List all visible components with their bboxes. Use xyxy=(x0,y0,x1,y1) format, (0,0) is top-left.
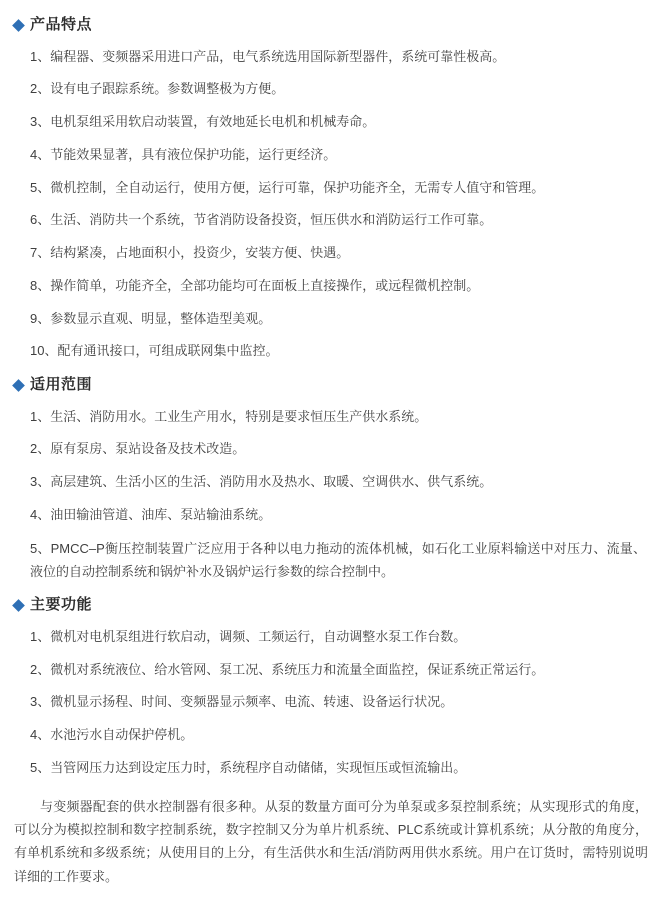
section-title: 适用范围 xyxy=(30,376,93,393)
list-item: 2、设有电子跟踪系统。参数调整极为方便。 xyxy=(30,81,285,97)
scope-list xyxy=(12,401,648,589)
list-item: 5、微机控制，全自动运行，使用方便，运行可靠，保护功能齐全，无需专人值守和管理。 xyxy=(30,179,545,195)
section-title: 产品特点 xyxy=(30,16,93,33)
list-item: 1、生活、消防用水。工业生产用水，特别是要求恒压生产供水系统。 xyxy=(30,408,428,424)
feature-list xyxy=(12,41,648,369)
list-item: 1、微机对电机泵组进行软启动，调频、工频运行，自动调整水泵工作台数。 xyxy=(30,628,467,644)
list-item: 4、油田输油管道、油库、泵站输油系统。 xyxy=(30,506,272,522)
function-list xyxy=(12,621,648,785)
list-item: 3、微机显示扬程、时间、变频器显示频率、电流、转速、设备运行状况。 xyxy=(30,694,454,710)
list-item: 2、微机对系统液位、给水管网、泵工况、系统压力和流量全面监控，保证系统正常运行。 xyxy=(30,661,545,677)
list-item: 3、高层建筑、生活小区的生活、消防用水及热水、取暖、空调供水、供气系统。 xyxy=(30,474,493,489)
section-application-scope xyxy=(12,374,648,588)
list-item: 4、水池污水自动保护停机。 xyxy=(30,727,194,743)
section-heading xyxy=(14,594,648,617)
spacer xyxy=(12,785,648,789)
section-main-functions xyxy=(12,594,648,888)
closing-paragraph: 与变频器配套的供水控制器有很多种。从泵的数量方面可分为单泵或多泵控制系统；从实现形式的角度，可以分为模拟控制和数字控制系统，数字控制又分为单片机系统、PLC系统或计算机系统；从分散的角度分，有单机系统和多级系统；从使用目的上分，有生活供水和生活/消防两用供水系统。用户在订货时，需特别说明详细的工作要求。 xyxy=(14,798,648,884)
list-item: 7、结构紧凑，占地面积小，投资少，安装方便、快遇。 xyxy=(30,245,350,260)
list-item: 4、节能效果显著，具有液位保护功能，运行更经济。 xyxy=(30,146,337,162)
diamond-bullet-icon xyxy=(12,379,25,392)
list-item: 2、原有泵房、泵站设备及技术改造。 xyxy=(30,441,246,457)
list-item: 3、电机泵组采用软启动装置，有效地延长电机和机械寿命。 xyxy=(30,114,376,129)
list-item: 10、配有通讯接口，可组成联网集中监控。 xyxy=(30,343,279,359)
section-heading xyxy=(14,374,648,397)
list-item: 5、当管网压力达到设定压力时，系统程序自动储储，实现恒压或恒流输出。 xyxy=(30,759,467,775)
list-item: 9、参数显示直观、明显，整体造型美观。 xyxy=(30,310,272,326)
list-item: 1、编程器、变频器采用进口产品，电气系统选用国际新型器件，系统可靠性极高。 xyxy=(30,48,506,64)
section-title: 主要功能 xyxy=(30,596,93,614)
section-heading xyxy=(14,14,648,37)
list-item: 6、生活、消防共一个系统，节省消防设备投资，恒压供水和消防运行工作可靠。 xyxy=(30,212,493,228)
section-product-features xyxy=(12,14,648,368)
list-item: 5、PMCC–P衡压控制装置广泛应用于各种以电力拖动的流体机械，如石化工业原料输送中对压力、流量、液位的自动控制系统和锅炉补水及锅炉运行参数的综合控制中。 xyxy=(30,540,646,579)
diamond-bullet-icon xyxy=(12,599,25,612)
diamond-bullet-icon xyxy=(12,19,25,32)
list-item: 8、操作简单，功能齐全，全部功能均可在面板上直接操作，或远程微机控制。 xyxy=(30,277,480,293)
